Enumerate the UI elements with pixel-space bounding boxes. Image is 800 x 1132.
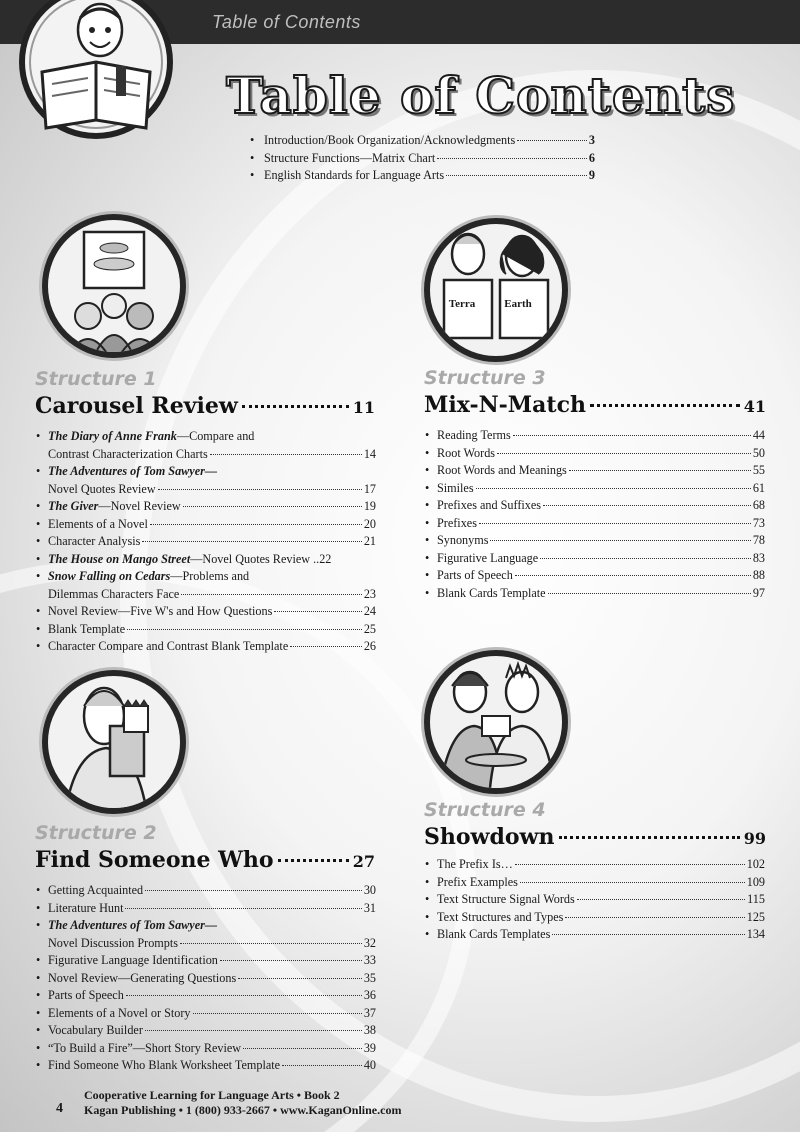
entry-title: Elements of a Novel: [48, 516, 148, 531]
toc-entry: [36, 1040, 376, 1058]
toc-entry: [425, 515, 765, 533]
entry-page: 20: [363, 516, 376, 531]
entry-title: Character Compare and Contrast Blank Template: [48, 639, 289, 653]
toc-entry: [36, 638, 376, 656]
toc-entry: [36, 882, 376, 900]
toc-entry: [425, 585, 765, 603]
entry-page: 22: [319, 551, 332, 566]
toc-entry: [36, 1057, 376, 1075]
toc-entry: [36, 446, 376, 464]
entry-page: 37: [363, 1005, 376, 1020]
entry-page: 23: [363, 586, 376, 601]
toc-entry: [36, 987, 376, 1005]
entry-page: 44: [752, 428, 765, 442]
toc-entry: [36, 568, 376, 586]
entry-page: 36: [363, 988, 376, 1002]
intro-list: [250, 132, 595, 185]
entry-title: “To Build a Fire”—Short Story Review: [48, 1040, 242, 1055]
toc-entry: [36, 917, 376, 935]
entry-title: Figurative Language Identification: [48, 953, 218, 967]
entry-page: 31: [363, 900, 376, 915]
structure-4-list: [425, 856, 765, 944]
toc-entry: [36, 498, 376, 516]
entry-page: 19: [363, 499, 376, 513]
entry-title-italic: The Adventures of Tom Sawyer—: [48, 918, 218, 932]
entry-page: 88: [752, 568, 765, 582]
entry-title: Root Words: [437, 445, 496, 460]
toc-entry: [36, 621, 376, 639]
entry-page: 102: [746, 857, 765, 871]
entry-page: 125: [746, 909, 765, 924]
structure-1-list: [36, 428, 376, 656]
entry-title: Synonyms: [437, 533, 489, 547]
entry-page: 115: [747, 892, 765, 906]
entry-title: The Prefix Is…: [437, 857, 513, 871]
toc-entry: [425, 480, 765, 498]
entry-title: Getting Acquainted: [48, 883, 144, 897]
entry-title-italic: The Adventures of Tom Sawyer—: [48, 464, 218, 478]
carousel-illustration-icon: [42, 214, 186, 358]
toc-entry: [36, 1005, 376, 1023]
entry-title: Novel Discussion Prompts: [48, 935, 179, 950]
entry-title: —Compare and: [176, 429, 255, 443]
find-someone-illustration-icon: [42, 670, 186, 814]
toc-entry: [425, 445, 765, 463]
entry-title: Novel Review—Five W's and How Questions: [48, 604, 273, 618]
toc-entry: [36, 481, 376, 499]
structure-3-label: Structure 3: [424, 367, 546, 389]
entry-title: —Novel Quotes Review ..: [190, 551, 320, 566]
structure-4-title: Showdown 99: [424, 824, 766, 850]
structure-2-label: Structure 2: [35, 822, 157, 844]
entry-page: 73: [752, 515, 765, 530]
toc-entry: [36, 463, 376, 481]
sign-earth: Earth: [504, 298, 532, 310]
structure-2-title: Find Someone Who 27: [35, 847, 375, 873]
toc-entry: [36, 551, 376, 569]
entry-title: Text Structure Signal Words: [437, 892, 575, 906]
list-item: • Introduction/Book Organization/Acknowledgments 3: [250, 132, 595, 150]
entry-title: Prefixes and Suffixes: [437, 498, 542, 512]
toc-entry: [36, 516, 376, 534]
toc-entry: [36, 533, 376, 551]
entry-title: —Problems and: [170, 569, 250, 583]
entry-page: 33: [363, 953, 376, 967]
footer-publisher: Kagan Publishing • 1 (800) 933-2667 • www.KaganOnline.com: [84, 1103, 402, 1117]
entry-title: Similes: [437, 480, 474, 495]
list-item: • Structure Functions—Matrix Chart 6: [250, 150, 595, 168]
entry-page: 21: [363, 534, 376, 548]
reader-emblem-icon: [8, 0, 178, 140]
toc-entry: [36, 935, 376, 953]
entry-title: Root Words and Meanings: [437, 463, 567, 477]
entry-title-italic: The Diary of Anne Frank: [48, 429, 177, 443]
entry-page: 61: [752, 480, 765, 495]
entry-page: 40: [363, 1058, 376, 1072]
entry-page: 14: [363, 446, 376, 461]
entry-title: Contrast Characterization Charts: [48, 446, 208, 461]
entry-title: Literature Hunt: [48, 900, 124, 915]
entry-page: 78: [752, 533, 765, 547]
entry-title: Blank Cards Template: [437, 585, 546, 600]
toc-entry: [425, 909, 765, 927]
entry-page: 50: [752, 445, 765, 460]
entry-page: 109: [746, 874, 765, 889]
entry-title: —Novel Review: [98, 499, 181, 513]
page-title: Table of Contents: [226, 66, 736, 125]
toc-entry: [425, 891, 765, 909]
entry-page: 25: [363, 621, 376, 636]
entry-title: Novel Quotes Review: [48, 481, 156, 496]
entry-title: Parts of Speech: [437, 568, 513, 582]
toc-entry: [425, 550, 765, 568]
toc-entry: [36, 952, 376, 970]
structure-1-title: Carousel Review 11: [35, 393, 375, 419]
entry-page: 134: [746, 927, 765, 941]
entry-title: Prefix Examples: [437, 874, 518, 889]
structure-3-list: [425, 427, 765, 602]
toc-entry: [425, 532, 765, 550]
entry-title: Vocabulary Builder: [48, 1023, 143, 1037]
list-item: • English Standards for Language Arts 9: [250, 167, 595, 185]
toc-entry: [425, 427, 765, 445]
toc-entry: [425, 497, 765, 515]
structure-1-label: Structure 1: [35, 368, 157, 390]
header-band-label: Table of Contents: [212, 12, 361, 32]
entry-title: Figurative Language: [437, 550, 539, 565]
entry-page: 39: [363, 1040, 376, 1055]
entry-title: Dilemmas Characters Face: [48, 586, 180, 601]
entry-title: Character Analysis: [48, 534, 141, 548]
toc-entry: [36, 586, 376, 604]
entry-page: 24: [363, 604, 376, 618]
entry-title: Prefixes: [437, 515, 477, 530]
entry-page: 38: [363, 1023, 376, 1037]
entry-title: Novel Review—Generating Questions: [48, 970, 237, 985]
page-number: 4: [56, 1101, 63, 1116]
entry-title-italic: The Giver: [48, 499, 99, 513]
entry-title: Blank Template: [48, 621, 126, 636]
entry-title-italic: The House on Mango Street: [48, 551, 191, 566]
toc-entry: [36, 1022, 376, 1040]
entry-page: 83: [752, 550, 765, 565]
footer-book-title: Cooperative Learning for Language Arts • Book 2: [84, 1088, 340, 1102]
entry-title-italic: Snow Falling on Cedars: [48, 569, 171, 583]
entry-title: Elements of a Novel or Story: [48, 1005, 191, 1020]
structure-4-label: Structure 4: [424, 799, 546, 821]
toc-entry: [425, 926, 765, 944]
entry-page: 35: [363, 970, 376, 985]
entry-page: 55: [752, 463, 765, 477]
entry-title: Parts of Speech: [48, 988, 124, 1002]
structure-2-list: [36, 882, 376, 1075]
entry-title: Reading Terms: [437, 428, 511, 442]
toc-entry: [36, 428, 376, 446]
entry-page: 17: [363, 481, 376, 496]
entry-page: 30: [363, 883, 376, 897]
toc-entry: [36, 970, 376, 988]
toc-entry: [36, 900, 376, 918]
entry-page: 26: [363, 639, 376, 653]
toc-entry: [425, 567, 765, 585]
showdown-illustration-icon: [424, 650, 568, 794]
entry-title: Text Structures and Types: [437, 909, 564, 924]
entry-page: 68: [752, 498, 765, 512]
toc-entry: [36, 603, 376, 621]
toc-entry: [425, 874, 765, 892]
sign-terra: Terra: [448, 298, 476, 310]
toc-entry: [425, 462, 765, 480]
mix-n-match-illustration-icon: [424, 218, 568, 362]
entry-title: Find Someone Who Blank Worksheet Template: [48, 1058, 281, 1072]
structure-3-title: Mix-N-Match 41: [424, 392, 766, 418]
entry-page: 97: [752, 585, 765, 600]
toc-entry: [425, 856, 765, 874]
entry-page: 32: [363, 935, 376, 950]
entry-title: Blank Cards Templates: [437, 927, 551, 941]
